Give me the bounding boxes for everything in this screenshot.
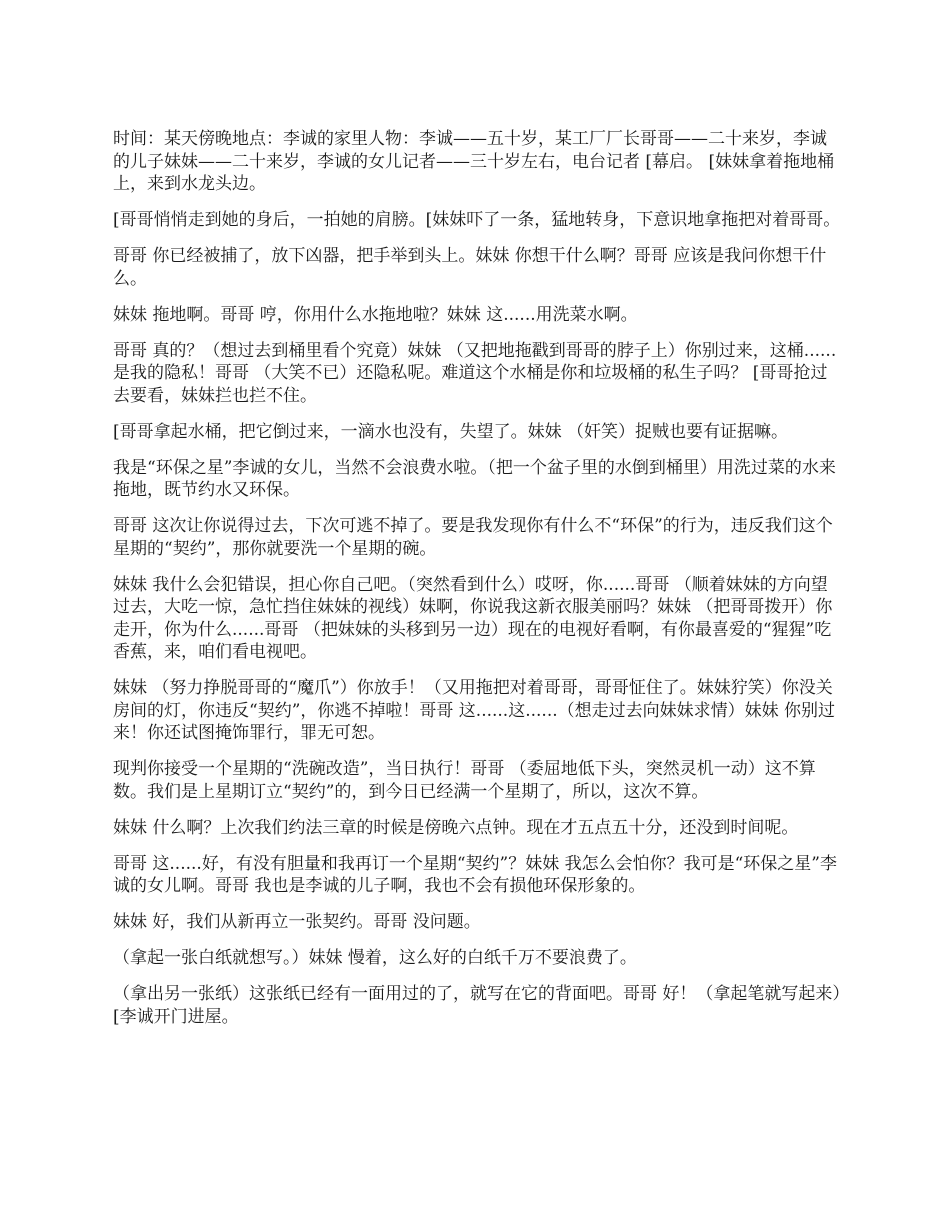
paragraph: 妹妹 拖地啊。哥哥 哼，你用什么水拖地啦？妹妹 这......用洗菜水啊。 <box>113 304 638 325</box>
paragraph: （拿起一张白纸就想写。）妹妹 慢着，这么好的白纸千万不要浪费了。 <box>113 948 637 968</box>
paragraph: （拿出另一张纸）这张纸已经有一面用过的了，就写在它的背面吧。哥哥 好！（拿起笔就写起来）[李诚开门进屋。 <box>113 984 841 1027</box>
document-page <box>113 128 841 1042</box>
paragraph: 现判你接受一个星期的“洗碗改造”，当日执行！哥哥 （委屈地低下头，突然灵机一动）这不算数。我们是上星期订立“契约”的，到今日已经满一个星期了，所以，这次不算。 <box>113 759 816 802</box>
paragraph: 哥哥 你已经被捕了，放下凶器，把手举到头上。妹妹 你想干什么啊？哥哥 应该是我问你想干什么。 <box>113 246 827 289</box>
paragraph: 妹妹 （努力挣脱哥哥的“魔爪”）你放手！（又用拖把对着哥哥，哥哥怔住了。妹妹狞笑）你没关房间的灯，你违反“契约”，你逃不掉啦！哥哥 这......这......（想走过去向妹妹求情）妹妹 你别过来！你还试图掩饰罪行，罪无可恕。 <box>113 678 836 743</box>
paragraph: 我是“环保之星”李诚的女儿，当然不会浪费水啦。（把一个盆子里的水倒到桶里）用洗过菜的水来拖地，既节约水又环保。 <box>113 457 836 500</box>
paragraph: 哥哥 真的？（想过去到桶里看个究竟）妹妹 （又把地拖戳到哥哥的脖子上）你别过来，这桶......是我的隐私！哥哥 （大笑不已）还隐私呢。难道这个水桶是你和垃圾桶的私生子吗？ [哥哥抢过去要看，妹妹拦也拦不住。 <box>113 340 837 406</box>
paragraph: 妹妹 我什么会犯错误，担心你自己吧。（突然看到什么）哎呀，你......哥哥 （顺着妹妹的方向望过去，大吃一惊，急忙挡住妹妹的视线）妹啊，你说我这新衣服美丽吗？妹妹 （把哥哥拨开）你走开，你为什么......哥哥 （把妹妹的头移到另一边）现在的电视好看啊，有你最喜爱的“猩猩”吃香蕉，来，咱们看电视吧。 <box>113 574 833 662</box>
paragraph: [哥哥拿起水桶，把它倒过来，一滴水也没有，失望了。妹妹 （奸笑）捉贼也要有证据嘛。 <box>113 421 789 442</box>
paragraph: [哥哥悄悄走到她的身后，一拍她的肩膀。[妹妹吓了一条，猛地转身，下意识地拿拖把对着哥哥。 <box>113 210 841 230</box>
paragraph: 妹妹 好，我们从新再立一张契约。哥哥 没问题。 <box>113 912 481 932</box>
paragraph: 哥哥 这次让你说得过去，下次可逃不掉了。要是我发现你有什么不“环保”的行为，违反我们这个星期的“契约”，那你就要洗一个星期的碗。 <box>113 516 833 559</box>
paragraph: 妹妹 什么啊？上次我们约法三章的时候是傍晚六点钟。现在才五点五十分，还没到时间呢。 <box>113 817 799 838</box>
paragraph: 哥哥 这......好，有没有胆量和我再订一个星期“契约”？妹妹 我怎么会怕你？我可是“环保之星”李诚的女儿啊。哥哥 我也是李诚的儿子啊，我也不会有损他环保形象的。 <box>113 853 837 896</box>
paragraph: 时间：某天傍晚地点：李诚的家里人物：李诚——五十岁，某工厂厂长哥哥——二十来岁，李诚的儿子妹妹——二十来岁，李诚的女儿记者——三十岁左右，电台记者 [幕启。 [妹妹拿着拖地桶上，来到水龙头边。 <box>113 129 835 194</box>
